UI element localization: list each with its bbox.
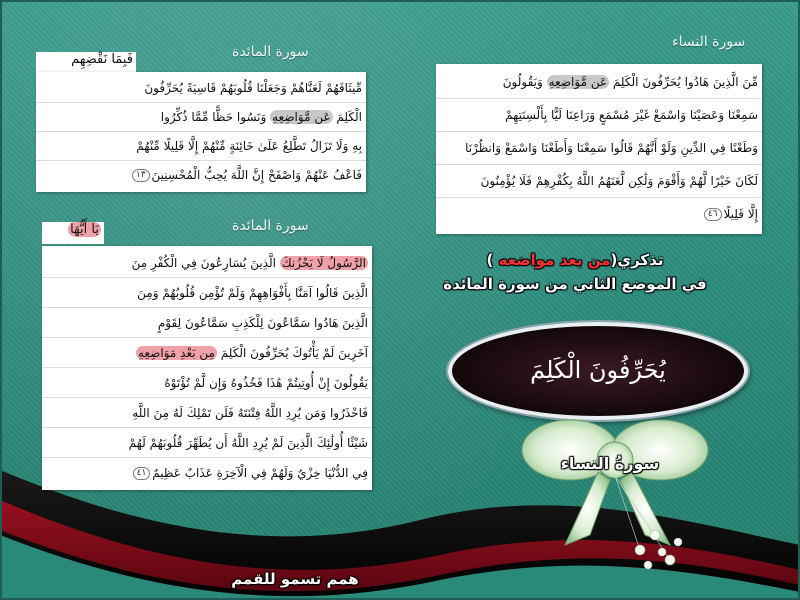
verse-line: سَمِعْنَا وَعَصَيْنَا وَاسْمَعْ غَيْرَ مُسْمَعٍ وَرَاعِنَا لَيًّا بِأَلْسِنَتِهِمْ: [436, 99, 762, 132]
verse-line: الَّذِينَ قَالُوا آمَنَّا بِأَفْوَاهِهِمْ وَلَمْ تُؤْمِن قُلُوبُهُمْ وَمِنَ: [42, 278, 372, 308]
verse-line: يَقُولُونَ إِنْ أُوتِيتُمْ هَٰذَا فَخُذُوهُ وَإِن لَّمْ تُؤْتَوْهُ: [42, 368, 372, 398]
ayah-number: ٤١: [133, 467, 151, 480]
surah-label-top-right: سورة النساء: [672, 34, 746, 50]
footer-slogan: همم تسمو للقمم: [231, 570, 359, 588]
bow-title: سورةُ النساء: [560, 454, 660, 473]
panel-top-left-header-word: فَبِمَا نَقْضِهِم: [36, 52, 136, 72]
verse-line: لَكَانَ خَيْرًا لَّهُمْ وَأَقْوَمَ وَلَٰكِن لَّعَنَهُمُ اللَّهُ بِكُفْرِهِمْ فَلَا يُؤْمِنُونَ: [436, 165, 762, 198]
verse-line: إِلَّا قَلِيلًا٤٦: [436, 198, 762, 231]
keyword-oval: [448, 322, 748, 420]
verse-line: آخَرِينَ لَمْ يَأْتُوكَ يُحَرِّفُونَ الْكَلِمَ مِن بَعْدِ مَوَاضِعِهِ: [42, 338, 372, 368]
quran-panel-mid-left: [42, 246, 372, 490]
verse-line: مِّنَ الَّذِينَ هَادُوا يُحَرِّفُونَ الْكَلِمَ عَن مَّوَاضِعِهِ وَيَقُولُونَ: [436, 66, 762, 99]
ayah-number: ٤٦: [704, 208, 722, 221]
reminder-line-2: في الموضع الثاني من سورة المائدة: [443, 275, 707, 293]
verse-line: وَطَعْنًا فِي الدِّينِ وَلَوْ أَنَّهُمْ قَالُوا سَمِعْنَا وَأَطَعْنَا وَاسْمَعْ وَانظُرْنَا: [436, 132, 762, 165]
verse-line: الْكَلِمَ عَن مَّوَاضِعِهِ وَنَسُوا حَظًّا مِّمَّا ذُكِّرُوا: [36, 103, 366, 132]
highlighted-phrase: مِن بَعْدِ مَوَاضِعِهِ: [137, 346, 215, 360]
highlighted-phrase: عَن مَّوَاضِعِهِ: [272, 110, 331, 124]
verse-line: فَاحْذَرُوا وَمَن يُرِدِ اللَّهُ فِتْنَتَهُ فَلَن تَمْلِكَ لَهُ مِنَ اللَّهِ: [42, 398, 372, 428]
verse-line: الرَّسُولُ لَا يَحْزُنكَ الَّذِينَ يُسَارِعُونَ فِي الْكُفْرِ مِنَ: [42, 248, 372, 278]
reminder-highlight: من بعد مواضعه: [498, 251, 611, 269]
reminder-line-1: تذكري(من بعد مواضعه ): [486, 251, 664, 269]
verse-line: مِّيثَاقَهُمْ لَعَنَّاهُمْ وَجَعَلْنَا قُلُوبَهُمْ قَاسِيَةً يُحَرِّفُونَ: [36, 74, 366, 103]
panel-mid-left-header-word: يَا أَيُّهَا: [42, 222, 104, 244]
surah-label-top-left: سورة المائدة: [232, 44, 309, 60]
highlighted-phrase: الرَّسُولُ لَا يَحْزُنكَ: [281, 256, 366, 270]
bow-icon: [520, 410, 710, 580]
verse-line: فِي الدُّنْيَا خِزْيٌ وَلَهُمْ فِي الْآخِرَةِ عَذَابٌ عَظِيمٌ٤١: [42, 458, 372, 488]
highlighted-phrase: عَن مَّوَاضِعِهِ: [548, 75, 608, 89]
verse-line: شَيْئًا أُولَٰئِكَ الَّذِينَ لَمْ يُرِدِ اللَّهُ أَن يُطَهِّرَ قُلُوبَهُمْ لَهُمْ: [42, 428, 372, 458]
surah-label-mid-left: سورة المائدة: [232, 218, 309, 234]
reminder-note: [440, 248, 710, 296]
quran-panel-top-left: [36, 72, 366, 192]
ayah-number: ١٣: [132, 169, 150, 182]
keyword-text: يُحَرِّفُونَ الْكَلِمَ: [530, 356, 666, 384]
verse-line: بِهِ وَلَا تَزَالُ تَطَّلِعُ عَلَىٰ خَائِنَةٍ مِّنْهُمْ إِلَّا قَلِيلًا مِّنْهُمْ: [36, 132, 366, 161]
verse-line: فَاعْفُ عَنْهُمْ وَاصْفَحْ إِنَّ اللَّهَ يُحِبُّ الْمُحْسِنِينَ١٣: [36, 161, 366, 190]
quran-panel-right: [436, 64, 762, 234]
verse-line: الَّذِينَ هَادُوا سَمَّاعُونَ لِلْكَذِبِ سَمَّاعُونَ لِقَوْمٍ: [42, 308, 372, 338]
